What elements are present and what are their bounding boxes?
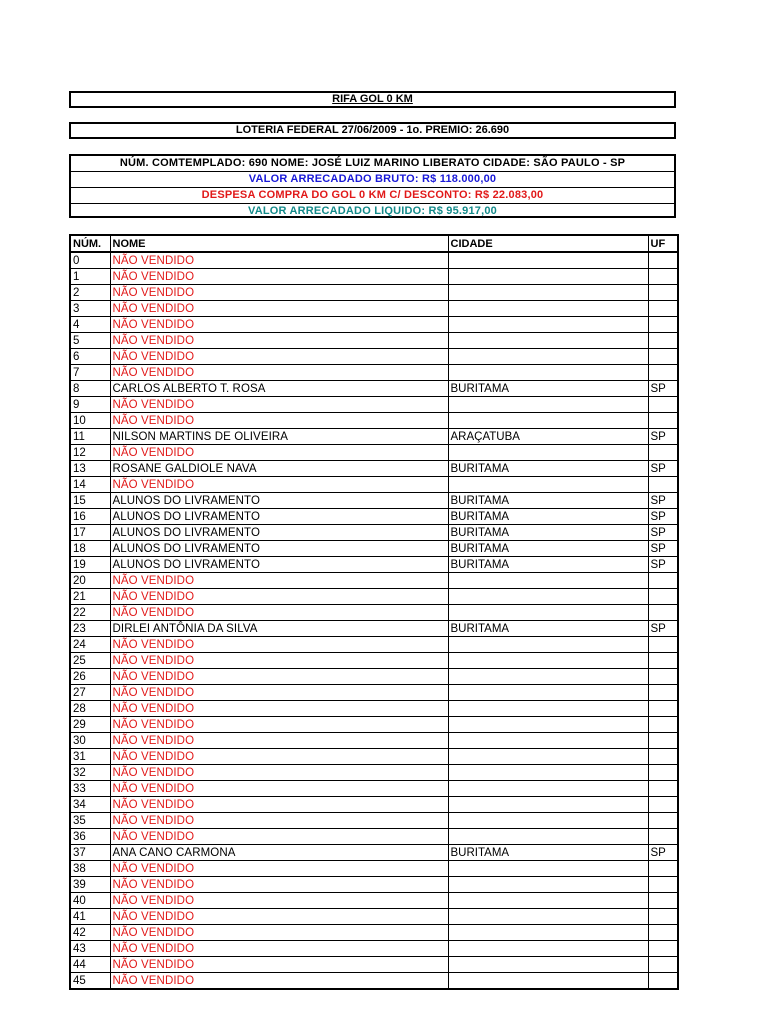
- cell-uf: [648, 925, 678, 941]
- table-row: [70, 733, 678, 749]
- cell-cidade: [448, 301, 648, 317]
- cell-num: 28: [70, 701, 110, 717]
- table-row: [70, 941, 678, 957]
- cell-num: 12: [70, 445, 110, 461]
- table-row: [70, 461, 678, 477]
- cell-num: 8: [70, 381, 110, 397]
- cell-cidade: [448, 813, 648, 829]
- cell-nome: NÃO VENDIDO: [110, 637, 448, 653]
- table-row: [70, 589, 678, 605]
- table-row: [70, 573, 678, 589]
- cell-num: 16: [70, 509, 110, 525]
- table-row: [70, 605, 678, 621]
- cell-num: 26: [70, 669, 110, 685]
- table-row: [70, 701, 678, 717]
- page-title-box: [69, 91, 676, 108]
- table-row: [70, 829, 678, 845]
- cell-uf: [648, 669, 678, 685]
- cell-num: 1: [70, 269, 110, 285]
- cell-uf: [648, 269, 678, 285]
- cell-uf: SP: [648, 381, 678, 397]
- gross-amount-line: VALOR ARRECADADO BRUTO: R$ 118.000,00: [71, 172, 674, 188]
- cell-nome: NÃO VENDIDO: [110, 861, 448, 877]
- cell-nome: NILSON MARTINS DE OLIVEIRA: [110, 429, 448, 445]
- cell-uf: SP: [648, 509, 678, 525]
- cell-num: 5: [70, 333, 110, 349]
- table-row: [70, 365, 678, 381]
- cell-cidade: [448, 349, 648, 365]
- cell-nome: NÃO VENDIDO: [110, 397, 448, 413]
- table-row: [70, 301, 678, 317]
- cell-nome: NÃO VENDIDO: [110, 269, 448, 285]
- cell-cidade: [448, 925, 648, 941]
- cell-nome: NÃO VENDIDO: [110, 717, 448, 733]
- cell-uf: [648, 685, 678, 701]
- cell-num: 30: [70, 733, 110, 749]
- cell-cidade: [448, 861, 648, 877]
- table-row: [70, 653, 678, 669]
- table-row: [70, 781, 678, 797]
- cell-nome: NÃO VENDIDO: [110, 669, 448, 685]
- cell-uf: [648, 445, 678, 461]
- cell-uf: [648, 877, 678, 893]
- cell-cidade: [448, 781, 648, 797]
- table-row: [70, 333, 678, 349]
- table-row: [70, 909, 678, 925]
- cell-cidade: [448, 941, 648, 957]
- cell-num: 32: [70, 765, 110, 781]
- cell-uf: SP: [648, 525, 678, 541]
- cell-nome: NÃO VENDIDO: [110, 925, 448, 941]
- cell-cidade: [448, 797, 648, 813]
- header-cidade: CIDADE: [448, 235, 648, 252]
- cell-num: 15: [70, 493, 110, 509]
- cell-uf: [648, 957, 678, 973]
- cell-num: 42: [70, 925, 110, 941]
- cell-cidade: ARAÇATUBA: [448, 429, 648, 445]
- cell-num: 18: [70, 541, 110, 557]
- cell-nome: NÃO VENDIDO: [110, 685, 448, 701]
- cell-nome: NÃO VENDIDO: [110, 653, 448, 669]
- cell-num: 34: [70, 797, 110, 813]
- table-row: [70, 429, 678, 445]
- cell-num: 9: [70, 397, 110, 413]
- table-row: [70, 717, 678, 733]
- cell-nome: NÃO VENDIDO: [110, 941, 448, 957]
- cell-uf: [648, 717, 678, 733]
- cell-cidade: BURITAMA: [448, 557, 648, 573]
- cell-nome: NÃO VENDIDO: [110, 797, 448, 813]
- table-row: [70, 957, 678, 973]
- cell-num: 38: [70, 861, 110, 877]
- cell-num: 39: [70, 877, 110, 893]
- table-row: [70, 621, 678, 637]
- cell-cidade: [448, 365, 648, 381]
- cell-num: 11: [70, 429, 110, 445]
- cell-nome: NÃO VENDIDO: [110, 877, 448, 893]
- table-row: [70, 557, 678, 573]
- cell-nome: NÃO VENDIDO: [110, 893, 448, 909]
- cell-uf: SP: [648, 429, 678, 445]
- cell-uf: [648, 797, 678, 813]
- cell-uf: [648, 573, 678, 589]
- cell-cidade: [448, 413, 648, 429]
- cell-cidade: BURITAMA: [448, 493, 648, 509]
- cell-nome: NÃO VENDIDO: [110, 605, 448, 621]
- cell-nome: NÃO VENDIDO: [110, 301, 448, 317]
- cell-uf: [648, 365, 678, 381]
- cell-num: 45: [70, 973, 110, 990]
- cell-num: 37: [70, 845, 110, 861]
- cell-nome: NÃO VENDIDO: [110, 413, 448, 429]
- cell-nome: NÃO VENDIDO: [110, 573, 448, 589]
- cell-num: 2: [70, 285, 110, 301]
- cell-cidade: [448, 589, 648, 605]
- cell-nome: NÃO VENDIDO: [110, 365, 448, 381]
- cell-uf: [648, 285, 678, 301]
- cell-num: 4: [70, 317, 110, 333]
- table-row: [70, 797, 678, 813]
- cell-cidade: BURITAMA: [448, 509, 648, 525]
- table-row: [70, 252, 678, 269]
- cell-cidade: BURITAMA: [448, 381, 648, 397]
- raffle-table: [69, 234, 679, 990]
- cell-uf: [648, 701, 678, 717]
- table-row: [70, 509, 678, 525]
- cell-num: 13: [70, 461, 110, 477]
- cell-cidade: BURITAMA: [448, 525, 648, 541]
- cell-nome: ALUNOS DO LIVRAMENTO: [110, 525, 448, 541]
- cell-num: 3: [70, 301, 110, 317]
- cell-uf: [648, 605, 678, 621]
- table-row: [70, 317, 678, 333]
- table-row: [70, 477, 678, 493]
- cell-num: 6: [70, 349, 110, 365]
- cell-cidade: BURITAMA: [448, 461, 648, 477]
- cell-uf: [648, 301, 678, 317]
- cell-cidade: [448, 877, 648, 893]
- cell-cidade: [448, 733, 648, 749]
- cell-uf: [648, 765, 678, 781]
- cell-nome: NÃO VENDIDO: [110, 765, 448, 781]
- cell-uf: [648, 349, 678, 365]
- cell-cidade: [448, 957, 648, 973]
- cell-cidade: BURITAMA: [448, 621, 648, 637]
- table-row: [70, 445, 678, 461]
- lottery-box: [69, 122, 676, 139]
- cell-nome: NÃO VENDIDO: [110, 749, 448, 765]
- cell-nome: DIRLEI ANTÔNIA DA SILVA: [110, 621, 448, 637]
- cell-cidade: [448, 269, 648, 285]
- cell-nome: NÃO VENDIDO: [110, 285, 448, 301]
- table-row: [70, 877, 678, 893]
- table-row: [70, 765, 678, 781]
- table-row: [70, 397, 678, 413]
- cell-num: 7: [70, 365, 110, 381]
- cell-nome: NÃO VENDIDO: [110, 701, 448, 717]
- table-row: [70, 413, 678, 429]
- table-row: [70, 493, 678, 509]
- cell-num: 41: [70, 909, 110, 925]
- cell-cidade: [448, 829, 648, 845]
- cell-cidade: [448, 252, 648, 269]
- cell-nome: NÃO VENDIDO: [110, 957, 448, 973]
- cell-num: 0: [70, 252, 110, 269]
- table-row: [70, 925, 678, 941]
- cell-nome: NÃO VENDIDO: [110, 909, 448, 925]
- cell-num: 33: [70, 781, 110, 797]
- cell-cidade: [448, 669, 648, 685]
- cell-uf: [648, 333, 678, 349]
- cell-nome: CARLOS ALBERTO T. ROSA: [110, 381, 448, 397]
- cell-nome: NÃO VENDIDO: [110, 781, 448, 797]
- cell-uf: [648, 909, 678, 925]
- cell-nome: ALUNOS DO LIVRAMENTO: [110, 541, 448, 557]
- table-body: [70, 252, 678, 989]
- cell-num: 35: [70, 813, 110, 829]
- header-num: NÚM.: [70, 235, 110, 252]
- cell-nome: ALUNOS DO LIVRAMENTO: [110, 509, 448, 525]
- cell-uf: [648, 781, 678, 797]
- cell-cidade: [448, 285, 648, 301]
- cell-cidade: [448, 333, 648, 349]
- cell-num: 19: [70, 557, 110, 573]
- cell-uf: [648, 861, 678, 877]
- cell-cidade: [448, 717, 648, 733]
- cell-cidade: [448, 973, 648, 990]
- cell-nome: NÃO VENDIDO: [110, 973, 448, 990]
- cell-cidade: [448, 445, 648, 461]
- cell-cidade: BURITAMA: [448, 845, 648, 861]
- cell-uf: SP: [648, 845, 678, 861]
- table-row: [70, 285, 678, 301]
- cell-nome: NÃO VENDIDO: [110, 589, 448, 605]
- cell-cidade: [448, 749, 648, 765]
- cell-uf: [648, 941, 678, 957]
- table-row: [70, 269, 678, 285]
- cell-num: 24: [70, 637, 110, 653]
- cell-uf: SP: [648, 493, 678, 509]
- cell-uf: [648, 829, 678, 845]
- cell-num: 40: [70, 893, 110, 909]
- cell-cidade: [448, 605, 648, 621]
- cell-uf: SP: [648, 461, 678, 477]
- table-row: [70, 813, 678, 829]
- cell-cidade: [448, 701, 648, 717]
- cell-uf: [648, 317, 678, 333]
- cell-uf: [648, 653, 678, 669]
- cell-nome: ANA CANO CARMONA: [110, 845, 448, 861]
- cell-num: 22: [70, 605, 110, 621]
- table-row: [70, 861, 678, 877]
- cell-uf: [648, 477, 678, 493]
- cell-num: 43: [70, 941, 110, 957]
- table-row: [70, 685, 678, 701]
- cell-nome: NÃO VENDIDO: [110, 813, 448, 829]
- cell-cidade: [448, 653, 648, 669]
- cell-cidade: [448, 397, 648, 413]
- cell-nome: NÃO VENDIDO: [110, 252, 448, 269]
- cell-cidade: [448, 685, 648, 701]
- cell-uf: SP: [648, 557, 678, 573]
- lottery-info: LOTERIA FEDERAL 27/06/2009 - 1o. PREMIO: 26.690: [235, 124, 510, 136]
- cell-num: 25: [70, 653, 110, 669]
- table-row: [70, 669, 678, 685]
- table-row: [70, 381, 678, 397]
- cell-cidade: [448, 637, 648, 653]
- cell-num: 20: [70, 573, 110, 589]
- header-nome: NOME: [110, 235, 448, 252]
- cell-num: 44: [70, 957, 110, 973]
- summary-box: [69, 154, 676, 218]
- cell-num: 36: [70, 829, 110, 845]
- cell-uf: [648, 637, 678, 653]
- cell-cidade: [448, 909, 648, 925]
- cell-num: 23: [70, 621, 110, 637]
- cell-uf: SP: [648, 621, 678, 637]
- cell-uf: [648, 749, 678, 765]
- cell-num: 10: [70, 413, 110, 429]
- cell-nome: ROSANE GALDIOLE NAVA: [110, 461, 448, 477]
- cell-cidade: [448, 317, 648, 333]
- cell-uf: SP: [648, 541, 678, 557]
- cell-cidade: [448, 573, 648, 589]
- expense-line: DESPESA COMPRA DO GOL 0 KM C/ DESCONTO: R$ 22.083,00: [71, 188, 674, 204]
- cell-nome: NÃO VENDIDO: [110, 317, 448, 333]
- cell-nome: NÃO VENDIDO: [110, 349, 448, 365]
- cell-uf: [648, 413, 678, 429]
- table-row: [70, 541, 678, 557]
- table-row: [70, 749, 678, 765]
- table-row: [70, 349, 678, 365]
- cell-uf: [648, 252, 678, 269]
- table-header-row: [70, 235, 678, 252]
- cell-num: 31: [70, 749, 110, 765]
- cell-uf: [648, 893, 678, 909]
- winner-line: NÚM. COMTEMPLADO: 690 NOME: JOSÉ LUIZ MARINO LIBERATO CIDADE: SÃO PAULO - SP: [71, 156, 674, 172]
- net-amount-line: VALOR ARRECADADO LIQUIDO: R$ 95.917,00: [247, 205, 498, 217]
- table-row: [70, 637, 678, 653]
- cell-cidade: [448, 477, 648, 493]
- cell-num: 29: [70, 717, 110, 733]
- cell-num: 14: [70, 477, 110, 493]
- cell-nome: ALUNOS DO LIVRAMENTO: [110, 557, 448, 573]
- table-row: [70, 845, 678, 861]
- cell-uf: [648, 973, 678, 990]
- cell-nome: NÃO VENDIDO: [110, 445, 448, 461]
- cell-cidade: [448, 893, 648, 909]
- cell-nome: NÃO VENDIDO: [110, 733, 448, 749]
- table-row: [70, 973, 678, 990]
- cell-num: 21: [70, 589, 110, 605]
- cell-uf: [648, 733, 678, 749]
- cell-num: 17: [70, 525, 110, 541]
- table-row: [70, 525, 678, 541]
- cell-uf: [648, 813, 678, 829]
- cell-cidade: [448, 765, 648, 781]
- cell-nome: NÃO VENDIDO: [110, 333, 448, 349]
- cell-nome: NÃO VENDIDO: [110, 829, 448, 845]
- cell-uf: [648, 397, 678, 413]
- table-row: [70, 893, 678, 909]
- cell-nome: ALUNOS DO LIVRAMENTO: [110, 493, 448, 509]
- cell-nome: NÃO VENDIDO: [110, 477, 448, 493]
- header-uf: UF: [648, 235, 678, 252]
- page-title: RIFA GOL 0 KM: [332, 93, 413, 105]
- cell-num: 27: [70, 685, 110, 701]
- cell-cidade: BURITAMA: [448, 541, 648, 557]
- cell-uf: [648, 589, 678, 605]
